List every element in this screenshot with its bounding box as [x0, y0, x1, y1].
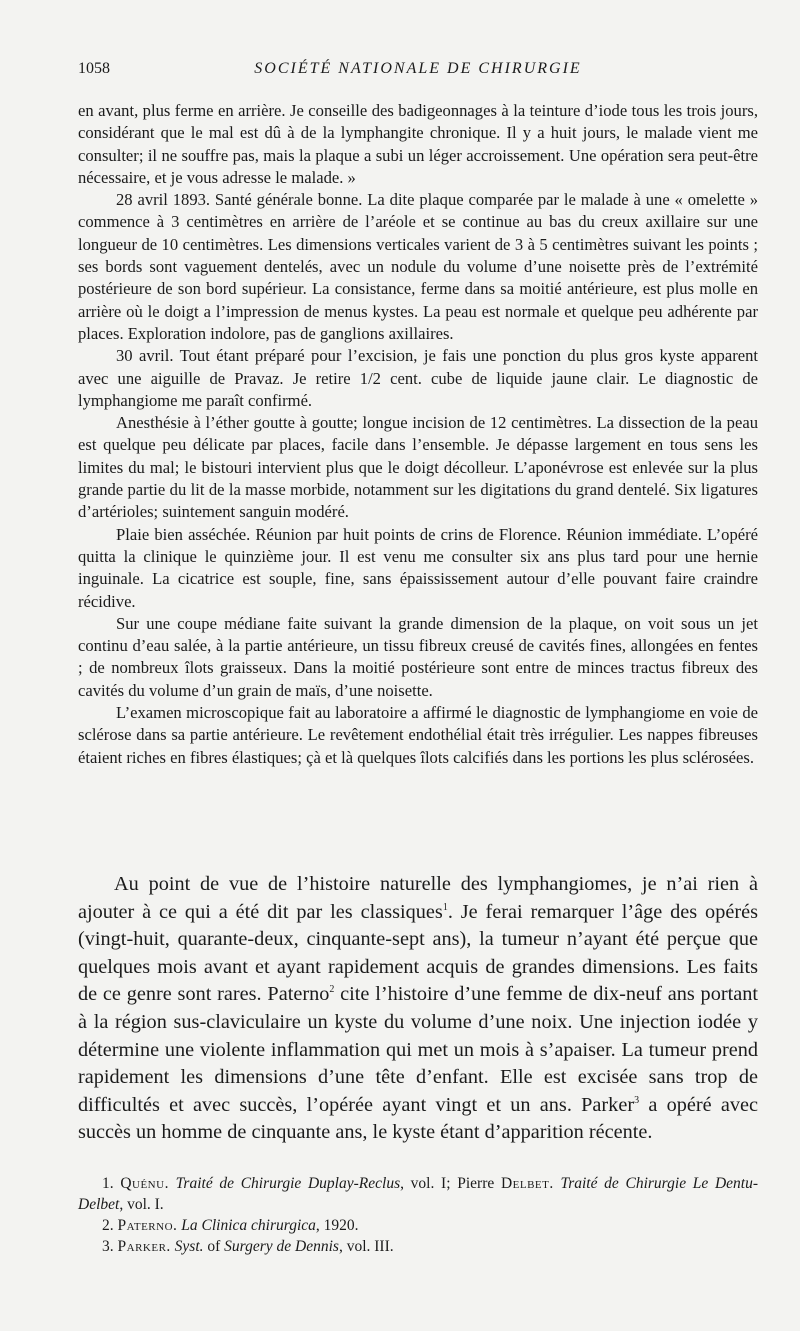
footnote-text: , vol. I. — [119, 1196, 164, 1213]
main-text — [78, 871, 758, 1147]
main-paragraph — [78, 871, 758, 1147]
footnote-title: Syst. — [174, 1238, 204, 1255]
report-paragraph: en avant, plus ferme en arrière. Je conseille des badigeonnages à la teinture d’iode tous les trois jours, considérant que le mal est dû à de la lymphangite chronique. Il y a huit jours, le malade vient me consulter; il ne souffre pas, mais la plaque a subi un léger accroissement. Une opération sera peut-être nécessaire, et je vous adresse le malade. » — [78, 101, 758, 187]
footnote-author: Parker. — [117, 1238, 171, 1255]
page-number: 1058 — [78, 60, 110, 77]
footnote-text: , 1920. — [315, 1217, 359, 1234]
footnote-ref-1: 1 — [442, 901, 448, 913]
footnote-title: Traité de Chirurgie Le Dentu-Delbet — [78, 1175, 759, 1213]
case-report — [78, 100, 758, 769]
footnote-1 — [78, 1173, 758, 1215]
footnote-title: Surgery de Dennis — [224, 1238, 339, 1255]
footnote-title: La Clinica chirurgica — [181, 1217, 316, 1234]
report-paragraph: Sur une coupe médiane faite suivant la grande dimension de la plaque, on voit sous un jet continu d’eau salée, à la partie antérieure, un tissu fibreux creusé de cavités fines, allongées en fentes ; de nombreux îlots graisseux. Dans la moitié postérieure sont entre de minces tractus fibreux des cavités du volume d’un grain de maïs, d’une noisette. — [78, 613, 758, 700]
footnote-2 — [78, 1215, 758, 1236]
footnote-author: Delbet. — [500, 1175, 554, 1192]
report-paragraph: Plaie bien asséchée. Réunion par huit points de crins de Florence. Réunion immédiate. L’opéré quitta la clinique le quinzième jour. Il est venu me consulter six ans plus tard pour une hernie inguinale. La cicatrice est souple, fine, sans épaississement autour d’elle pouvant faire craindre récidive. — [78, 524, 758, 611]
footnote-ref-2: 2 — [329, 984, 335, 996]
footnote-ref-3: 3 — [634, 1094, 640, 1106]
page-header — [78, 60, 758, 84]
report-paragraph: 30 avril. Tout étant préparé pour l’excision, je fais une ponction du plus gros kyste apparent avec une aiguille de Pravaz. Je retire 1/2 cent. cube de liquide jaune clair. Le diagnostic de lymphangiome me paraît confirmé. — [78, 346, 758, 410]
footnote-number: 1. — [102, 1175, 114, 1192]
report-paragraph: L’examen microscopique fait au laboratoire a affirmé le diagnostic de lymphangiome en voie de sclérose dans sa partie antérieure. Le revêtement endothélial était très irrégulier. Les nappes fibreuses étaient riches en fibres élastiques; çà et là quelques îlots calcifiés dans les portions les plus sclérosées. — [78, 703, 758, 767]
report-paragraph: 28 avril 1893. Santé générale bonne. La dite plaque comparée par le malade à une « omelette » commence à 3 centimètres en arrière de l’aréole et se continue au bas du creux axillaire sur une longueur de 10 centimètres. Les dimensions verticales varient de 3 à 5 centimètres suivant les points ; ses bords sont vaguement dentelés, avec un nodule du volume d’une noisette près de l’extrémité postérieure de son bord supérieur. La consistance, ferme dans sa moitié antérieure, est plus molle en arrière où le doigt a l’impression de menus kystes. La peau est normale et quelque peu adhérente par places. Exploration indolore, pas de ganglions axillaires. — [78, 190, 758, 343]
running-title: SOCIÉTÉ NATIONALE DE CHIRURGIE — [254, 60, 582, 77]
main-text-part-1: Au point de vue de l’histoire naturelle des lymphangiomes, je n’ai rien à ajouter à ce qui a été dit par les classiques — [78, 873, 758, 923]
main-text-part-3: cite l’histoire d’une femme de dix-neuf ans portant à la région sus-claviculaire un kyste du volume d’une noix. Une injection iodée y détermine une violente inflammation qui met un mois à s’apaiser. La tumeur prend rapidement les dimensions d’une tête d’enfant. Elle est excisée sans trop de difficultés et avec succès, l’opérée ayant vingt et un ans. Parker — [78, 983, 758, 1116]
footnote-text: , vol. III. — [338, 1238, 394, 1255]
footnote-number: 2. — [102, 1217, 114, 1234]
footnote-3 — [78, 1236, 758, 1257]
main-text-part-4: a opéré avec succès un homme de cinquante ans, le kyste étant d’apparition récente. — [78, 1093, 758, 1144]
report-paragraph: Anesthésie à l’éther goutte à goutte; longue incision de 12 centimètres. La dissection de la peau est quelque peu délicate par places, facile dans l’ensemble. Je dépasse largement en tous sens les limites du mal; le bistouri intervient plus que le doigt décolleur. L’aponévrose est enlevée sur la plus grande partie du lit de la masse morbide, notamment sur les digitations du grand dentelé. Six ligatures d’artérioles; suintement sanguin modéré. — [78, 413, 758, 522]
footnote-text: of — [203, 1238, 225, 1255]
footnote-text: , vol. I; Pierre — [400, 1175, 501, 1192]
main-text-part-2: . Je ferai remarquer l’âge des opérés (vingt-huit, quarante-deux, cinquante-sept ans), la tumeur n’ayant été perçue que quelques mois avant et ayant rapidement acquis de grandes dimensions. Les faits de ce genre sont rares. Paterno — [78, 900, 758, 1006]
footnote-author: Paterno. — [117, 1217, 178, 1234]
footnotes — [78, 1173, 758, 1257]
footnote-author: Quénu. — [120, 1175, 169, 1192]
footnote-title: Traité de Chirurgie Duplay-Reclus — [175, 1175, 401, 1192]
footnote-number: 3. — [102, 1238, 114, 1255]
